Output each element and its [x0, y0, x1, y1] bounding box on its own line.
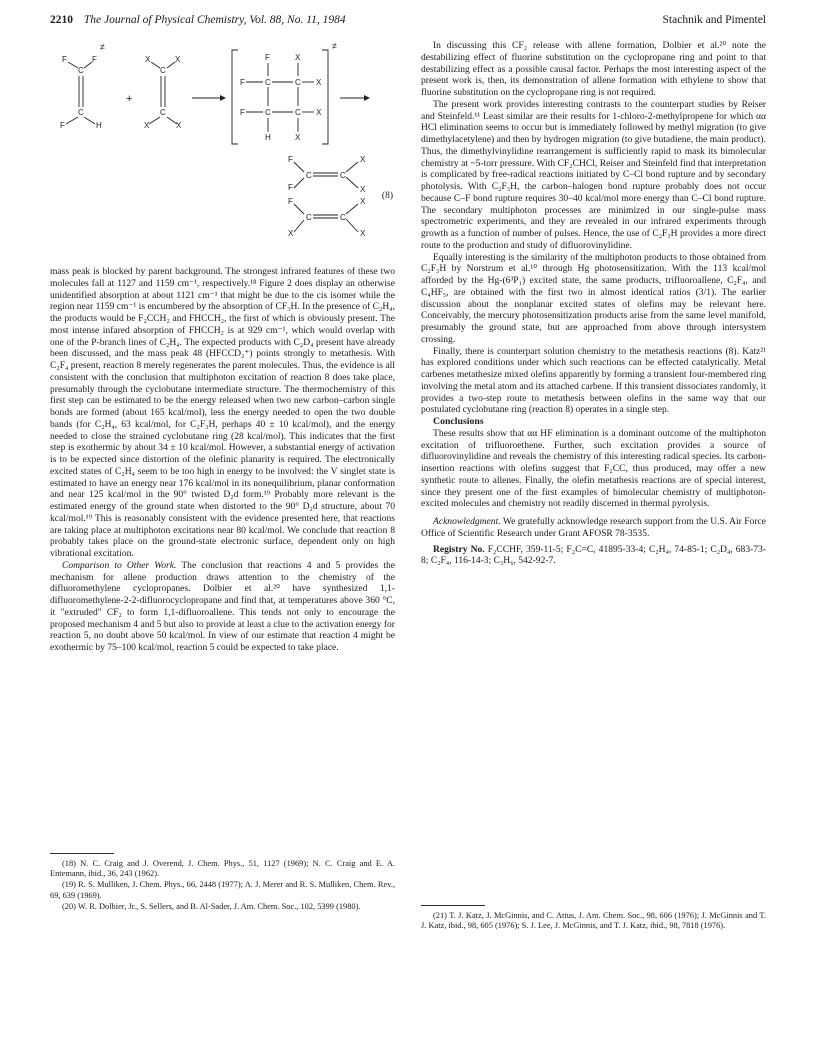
atom-label: F — [288, 155, 293, 164]
atom-label: F — [288, 197, 293, 206]
atom-label: X — [144, 121, 150, 130]
atom-label: C — [78, 108, 84, 117]
svg-text:+: + — [126, 93, 133, 105]
atom-label: C — [160, 66, 166, 75]
paragraph: The present work provides interesting contrasts to the counterpart studies by Reiser and Steinfeld.¹¹ Least similar are their results for 1-chloro-2-methylpropene for which αα HCl elimination seems to occur but is immediately followed by methyl migration (to give dimethylacetylene) and then by hydrogen migration (to give butadiene, the main product). Thus, the dimethylvinylidine rearrangement is sufficiently rapid to mask its bimolecular chemistry at ~5-torr pressure. With CF₂CHCl, Reiser and Steinfeld find that interpretation is complicated by free-radical reactions initiated by C–Cl bond rupture and by secondary photolysis. With C₂F₃H, the carbon–halogen bond rupture probably does not occur because C–F bond rupture requires 30–40 kcal/mol more energy than C–Cl bond rupture. The secondary multiphoton processes are minimized in our single-pulse mass spectrometric experiments, and they are revealed in our infrared experiments through growth as a function of number of pulses. Hence, the use of C₂F₃H provides a more direct route to the production and study of difluorovinylidine. — [421, 98, 766, 251]
conclusions-paragraph: These results show that αα HF elimination is a dominant outcome of the multiphoton excitation of trifluoroethene. Further, such excitation provides a source of difluorovinylidine and reveals the chemistry of this interesting radical species. Its carbon-insertion reactions with olefins suggest that F₂CC, thus produced, may offer a new synthetic route to allenes. Finally, the olefin metathesis reactions are of special interest, since they present one of the first examples of bimolecular chemistry of multiphoton-excited molecules and chemistry not readily discerned in thermal pyrolysis. — [421, 427, 766, 510]
atom-label: F — [240, 108, 245, 117]
atom-label: X — [145, 55, 151, 64]
footnote-rule — [50, 853, 114, 854]
reaction-scheme — [50, 40, 395, 266]
paragraph: Finally, there is counterpart solution chemistry to the metathesis reactions (8). Katz²¹ has explored conditions under which such reactions can be effected catalytically. Metal carbenes metathesize mixed olefins apparently by forming a transient four-membered ring involving the metal atom and its attached carbene. If this transient dissociates randomly, it provides a two-step route to metathesis between olefins in the same way that our postulated cyclobutane ring (reaction 8) operates in a single step. — [421, 345, 766, 416]
paragraph-text: The conclusion that reactions 4 and 5 provides the mechanism for allene production draws attention to the chemistry of the difluoromethylene cyclopropanes. Dolbier et al.²⁰ have synthesized 1,1-difluoromethylene-2-2-difluorocyclopropane and find that, at temperatures above 360 °C, it "extruded" CF₂ to form 1,1-difluoroallene. This tends not only to encourage the proposed mechanism 4 and 5 but also to provide at least a clue to the activation energy for reaction 5, no doubt above 50 kcal/mol. In view of our estimate that reaction 4 might be exothermic by 75–100 kcal/mol, reaction 5 could be expected to take place. — [50, 559, 395, 653]
atom-label: X — [360, 155, 366, 164]
metathesis-products — [288, 155, 366, 238]
atom-label: C — [295, 108, 301, 117]
molecule-olefin — [144, 55, 182, 130]
left-column — [50, 40, 395, 654]
cyclobutane-intermediate — [232, 41, 337, 144]
atom-label: F — [240, 78, 245, 87]
reaction-scheme-drawing — [50, 40, 395, 266]
atom-label: C — [306, 213, 312, 222]
acknowledgment — [421, 516, 766, 540]
atom-label: F — [92, 55, 97, 64]
paragraph: mass peak is blocked by parent background. The strongest infrared features of these two molecules fall at 1127 and 1159 cm⁻¹, respectively.¹⁸ Figure 2 does display an otherwise unidentified absorption at about 1121 cm⁻¹ that might be due to the cis isomer while the region near 1159 cm⁻¹ is encumbered by the absorption of CF₃H. In the presence of C₂H₄, the products would be F₂CCH₂ and FHCCH₂, the first of which is obviously present. The most intense infared absorption of FHCCH₂ is at 929 cm⁻¹, which would overlap with one of the P-branch lines of C₂H₄. The expected products with C₂D₄ present have already been discussed, and the mass peak 48 (HFCCD₂⁺) points strongly to metathesis. With C₂F₄ present, reaction 8 merely regenerates the parent molecules. Thus, the evidence is all consistent with the conclusion that multiphoton excitation of reaction 8 does take place, presumably through the cyclobutane intermediate structure. The thermochemistry of this first step can be estimated to be the energy released when two new carbon–carbon single bonds are formed (about 165 kcal/mol), less the energy needed to open the two double bands (for C₂H₄, 63 kcal/mol, for C₂F₃H, perhaps 40 ± 10 kcal/mol), and the energy needed to close the strained cyclobutane ring (28 kcal/mol). This indicates that the first step is exothermic by about 34 ± 10 kcal/mol. However, a substantial energy of activation is to be expected since distortion of the olefinic planarity is required. The electronically excited states of C₂H₄ seem to be too high in energy to be involved: the V singlet state is estimated to have an energy near 176 kcal/mol in its nonequilibrium, planar conformation and near 125 kcal/mol in the 90° twisted D₂d form.¹⁹ Probably more relevant is the estimated energy of the ground state when distorted to the 90° D₂d structure, about 70 kcal/mol.¹⁹ This is reasonably consistent with the evidence presented here, that reactions are taking place at multiphoton excitations near 80 kcal/mol. We conclude that reaction 8 probably takes place on the ground-state electronic surface, dependent only on high vibrational excitation. — [50, 266, 395, 559]
equation-number: (8) — [381, 191, 393, 201]
page-number: 2210 — [50, 14, 73, 26]
atom-label: X — [316, 78, 322, 87]
activation-dagger: ≠ — [100, 42, 105, 52]
atom-label: X — [288, 229, 294, 238]
atom-label: F — [62, 55, 67, 64]
atom-label: C — [306, 171, 312, 180]
header-authors: Stachnik and Pimentel — [662, 14, 766, 26]
atom-label: X — [360, 185, 366, 194]
atom-label: C — [295, 78, 301, 87]
acknowledgment-text: We gratefully acknowledge research support from the U.S. Air Force Office of Scientific Research under Grant AFOSR 78-3535. — [421, 516, 766, 539]
journal-citation: The Journal of Physical Chemistry, Vol. 88, No. 11, 1984 — [83, 14, 346, 26]
footnote-rule — [421, 905, 485, 906]
atom-label: F — [265, 53, 270, 62]
atom-label: F — [60, 121, 65, 130]
subsection-heading: Comparison to Other Work. — [62, 559, 177, 571]
atom-label: X — [295, 133, 301, 142]
atom-label: X — [316, 108, 322, 117]
footnotes-left — [50, 853, 395, 913]
registry-label: Registry No. — [433, 543, 485, 555]
atom-label: X — [295, 53, 301, 62]
atom-label: C — [265, 108, 271, 117]
running-header — [50, 14, 766, 32]
atom-label: C — [340, 213, 346, 222]
paragraph: Equally interesting is the similarity of the multiphoton products to those obtained from C₂F₃H by Norstrum et al.¹⁰ through Hg photosensitization. With the 113 kcal/mol afforded by the Hg-(6³P₁) excited state, the same products, trifluoroallene, C₂F₄, and C₄HF₅, are obtained with the first two in almost identical ratios (3/1). The earlier discussion about the nonplanar excited states of olefins may be relevant here. Conceivably, the mercury photosensitization products arise from the same level manifold, presumably the ground state, but are approached from above through intersystem crossing. — [421, 251, 766, 345]
atom-label: X — [360, 197, 366, 206]
footnotes-right — [421, 905, 766, 932]
paragraph: In discussing this CF₂ release with allene formation, Dolbier et al.²⁰ note the destabilizing effect of fluorine substitution on the cyclopropane ring and point to that destabilizing effect as a possible causal factor. Perhaps the most interesting aspect of the present work is, then, its demonstration of allene formation with ethylene to show that fluorine substitution on the cyclopropane ring is not required. — [421, 40, 766, 98]
right-column — [421, 40, 766, 567]
footnote: (18) N. C. Craig and J. Overend, J. Chem. Phys., 51, 1127 (1969); N. C. Craig and E. A. Entemann, ibid., 36, 243 (1962). — [50, 859, 395, 879]
atom-label: C — [160, 108, 166, 117]
acknowledgment-label: Acknowledgment. — [433, 516, 501, 527]
activation-dagger: ≠ — [332, 41, 337, 51]
atom-label: X — [360, 229, 366, 238]
registry-numbers — [421, 544, 766, 568]
atom-label: X — [176, 121, 182, 130]
atom-label: H — [265, 133, 271, 142]
atom-label: F — [288, 183, 293, 192]
comparison-paragraph — [50, 560, 395, 654]
footnote: (20) W. R. Dolbier, Jr., S. Sellers, and B. Al-Sader, J. Am. Chem. Soc., 102, 5399 (1980). — [62, 901, 361, 911]
conclusions-heading: Conclusions — [433, 416, 484, 427]
registry-text: F₂CCHF, 359-11-5; F₂C=C, 41895-33-4; C₂H₄, 74-85-1; C₂D₄, 683-73-8; C₂F₄, 116-14-3; C₃H₆, 542-92-7. — [421, 543, 766, 567]
atom-label: C — [78, 66, 84, 75]
header-left — [50, 14, 346, 26]
footnote: (21) T. J. Katz, J. McGinnis, and C. Attus, J. Am. Chem. Soc., 98, 606 (1976); J. McGinnis and T. J. Katz, ibid., 98, 605 (1976); S. J. Lee, J. McGinnis, and T. J. Katz, ibid., 98, 7818 (1976). — [421, 911, 766, 931]
atom-label: X — [175, 55, 181, 64]
molecule-trifluoroethene — [60, 42, 105, 130]
atom-label: C — [340, 171, 346, 180]
atom-label: C — [265, 78, 271, 87]
atom-label: H — [96, 121, 102, 130]
footnote: (19) R. S. Mulliken, J. Chem. Phys., 66, 2448 (1977); A. J. Merer and R. S. Mulliken, Chem. Rev., 69, 639 (1969). — [50, 880, 395, 900]
